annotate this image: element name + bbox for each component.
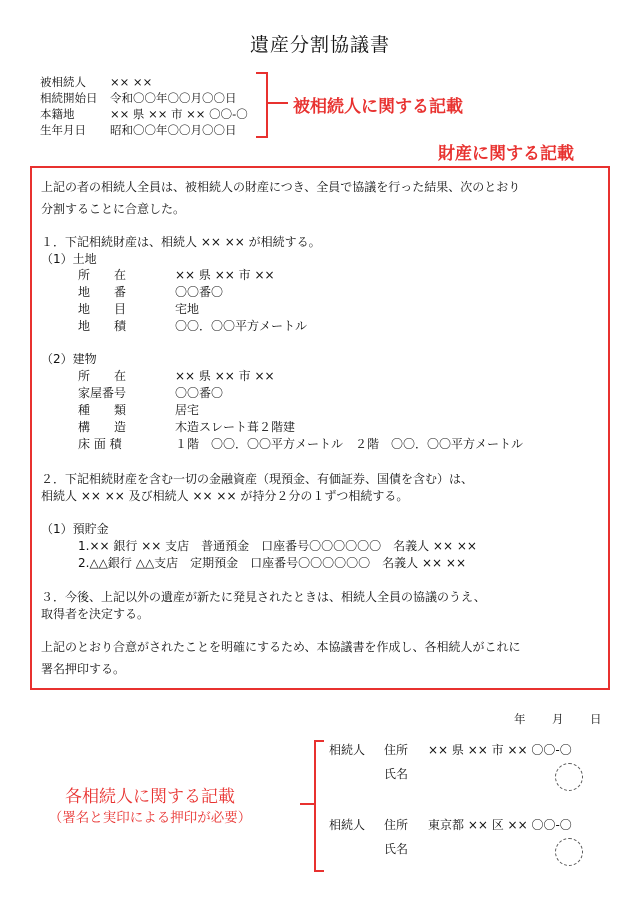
deposit-heading: （1）預貯金 [41,522,109,536]
intro-line: 上記の者の相続人全員は、被相続人の財産につき、全員で協議を行った結果、次のとおり [41,180,521,194]
land-label: 地 番 [78,285,127,299]
heir-role: 相続人 [329,743,366,757]
building-label: 構 造 [78,420,127,434]
building-value: 木造スレート葺２階建 [175,420,296,434]
heir-connector [300,803,314,805]
document-title: 遺産分割協議書 [249,34,390,56]
deposit-item: 2.△△銀行 △△支店 定期預金 口座番号〇〇〇〇〇〇 名義人 ×× ×× [78,556,467,570]
heir-address: ×× 県 ×× 市 ×× 〇〇-〇 [428,743,572,757]
clause-3: 取得者を決定する。 [41,607,150,621]
land-value: 〇〇．〇〇平方メートル [175,319,308,333]
seal-placeholder-icon [555,838,583,866]
address-label: 住所 [384,743,409,757]
building-label: 所 在 [78,369,127,383]
date-year: 年 [514,712,526,726]
deposit-item: 1.×× 銀行 ×× 支店 普通預金 口座番号〇〇〇〇〇〇 名義人 ×× ×× [78,539,477,553]
building-value: １階 〇〇．〇〇平方メートル ２階 〇〇．〇〇平方メートル [175,437,524,451]
building-value: ×× 県 ×× 市 ×× [175,369,275,383]
field-value: ×× ×× [110,75,153,89]
field-value: 昭和〇〇年〇〇月〇〇日 [110,123,237,137]
heir-address: 東京都 ×× 区 ×× 〇〇-〇 [428,818,572,832]
land-label: 所 在 [78,268,127,282]
date-day: 日 [590,712,602,726]
field-value: ×× 県 ×× 市 ×× 〇〇-〇 [110,107,248,121]
building-heading: （2）建物 [41,352,97,366]
decedent-annotation: 被相続人に関する記載 [293,97,463,117]
building-value: 〇〇番〇 [175,386,224,400]
heir-annotation: 各相続人に関する記載 [65,787,235,807]
clause-1: １．下記相続財産は、相続人 ×× ×× が相続する。 [41,235,321,249]
date-month: 月 [552,712,564,726]
land-value: ×× 県 ×× 市 ×× [175,268,275,282]
building-label: 家屋番号 [78,386,127,400]
land-label: 地 目 [78,302,127,316]
building-value: 居宅 [175,403,200,417]
field-label: 本籍地 [40,107,75,121]
closing-line: 署名押印する。 [41,662,126,676]
field-label: 相続開始日 [40,91,98,105]
intro-line: 分割することに合意した。 [41,202,186,216]
land-label: 地 積 [78,319,127,333]
name-label: 氏名 [384,842,409,856]
heir-bracket [314,740,324,872]
heir-annotation-note: （署名と実印による押印が必要） [48,810,252,826]
building-label: 種 類 [78,403,127,417]
clause-2: ２．下記相続財産を含む一切の金融資産（現預金、有価証券、国債を含む）は、 [41,472,474,486]
closing-line: 上記のとおり合意がされたことを明確にするため、本協議書を作成し、各相続人がこれに [41,640,521,654]
land-value: 〇〇番〇 [175,285,224,299]
property-annotation: 財産に関する記載 [438,144,574,164]
clause-3: ３．今後、上記以外の遺産が新たに発見されたときは、相続人全員の協議のうえ、 [41,590,486,604]
building-label: 床 面 積 [78,437,122,451]
field-label: 生年月日 [40,123,86,137]
address-label: 住所 [384,818,409,832]
field-label: 被相続人 [40,75,86,89]
heir-role: 相続人 [329,818,366,832]
seal-placeholder-icon [555,763,583,791]
clause-2: 相続人 ×× ×× 及び相続人 ×× ×× が持分２分の１ずつ相続する。 [41,489,409,503]
land-heading: （1）土地 [41,252,97,266]
land-value: 宅地 [175,302,200,316]
name-label: 氏名 [384,767,409,781]
field-value: 令和〇〇年〇〇月〇〇日 [110,91,237,105]
